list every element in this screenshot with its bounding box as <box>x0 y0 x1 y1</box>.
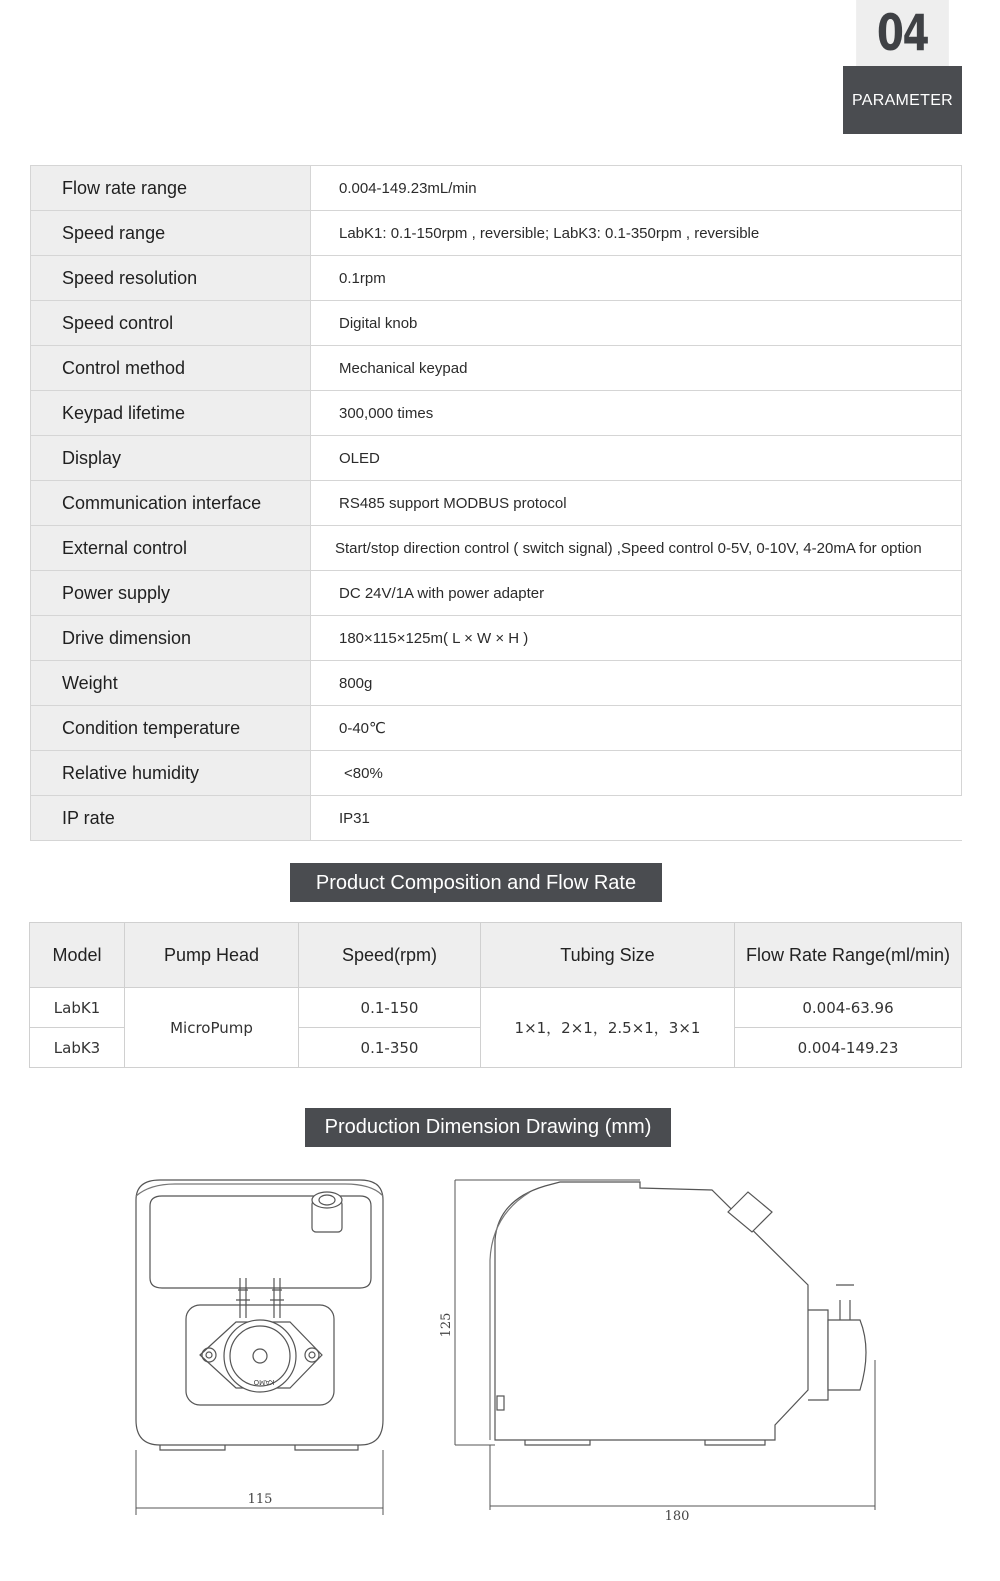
table-row <box>31 706 962 751</box>
model-cell: LabK3 <box>30 1028 125 1068</box>
param-name: Power supply <box>31 571 311 616</box>
composition-title: Product Composition and Flow Rate <box>290 863 662 902</box>
section-badge <box>843 0 962 134</box>
model-cell: LabK1 <box>30 988 125 1028</box>
param-name: Condition temperature <box>31 706 311 751</box>
speed-cell: 0.1-150 <box>299 988 481 1028</box>
param-value: Mechanical keypad <box>311 346 962 391</box>
flow-rate-table <box>29 922 962 1068</box>
param-name: Weight <box>31 661 311 706</box>
pump-head-cell: MicroPump <box>125 988 299 1068</box>
table-row <box>30 988 962 1028</box>
param-value: 0.004-149.23mL/min <box>311 166 962 211</box>
table-header-row <box>30 923 962 988</box>
flow-cell: 0.004-149.23 <box>735 1028 962 1068</box>
table-row <box>31 211 962 256</box>
param-name: Speed control <box>31 301 311 346</box>
speed-cell: 0.1-350 <box>299 1028 481 1068</box>
param-name: IP rate <box>31 796 311 841</box>
param-name: Keypad lifetime <box>31 391 311 436</box>
column-header: Model <box>30 923 125 988</box>
section-number: 04 <box>856 0 949 66</box>
param-value: 0.1rpm <box>311 256 962 301</box>
param-value: 300,000 times <box>311 391 962 436</box>
length-dimension-label: 180 <box>664 1509 690 1524</box>
param-value: RS485 support MODBUS protocol <box>311 481 962 526</box>
param-value: Start/stop direction control ( switch signal) ,Speed control 0-5V, 0-10V, 4-20mA for option <box>311 526 962 571</box>
param-name: Relative humidity <box>31 751 311 796</box>
table-row <box>31 526 962 571</box>
column-header: Flow Rate Range(ml/min) <box>735 923 962 988</box>
table-row <box>31 796 962 841</box>
column-header: Speed(rpm) <box>299 923 481 988</box>
param-value: LabK1: 0.1-150rpm , reversible; LabK3: 0.1-350rpm , reversible <box>311 211 962 256</box>
parameter-table <box>30 165 962 841</box>
table-row <box>31 661 962 706</box>
param-name: Drive dimension <box>31 616 311 661</box>
column-header: Tubing Size <box>481 923 735 988</box>
height-dimension-label: 125 <box>439 1312 454 1338</box>
column-header: Pump Head <box>125 923 299 988</box>
table-row <box>31 616 962 661</box>
front-view <box>136 1180 383 1450</box>
param-value: IP31 <box>311 796 962 841</box>
param-name: External control <box>31 526 311 571</box>
width-dimension-label: 115 <box>247 1492 273 1507</box>
tubing-size-cell: 1×1，2×1，2.5×1，3×1 <box>481 988 735 1068</box>
table-row <box>31 256 962 301</box>
table-row <box>31 391 962 436</box>
drawing-title: Production Dimension Drawing (mm) <box>305 1108 671 1147</box>
table-row <box>31 571 962 616</box>
param-name: Display <box>31 436 311 481</box>
table-row <box>31 751 962 796</box>
table-row <box>31 301 962 346</box>
param-name: Flow rate range <box>31 166 311 211</box>
brand-logo-text: KAMO <box>253 1378 275 1386</box>
dimension-drawing <box>0 1160 1000 1540</box>
param-value: Digital knob <box>311 301 962 346</box>
table-row <box>31 436 962 481</box>
table-row <box>31 346 962 391</box>
table-row <box>31 481 962 526</box>
param-name: Speed resolution <box>31 256 311 301</box>
param-value: 0-40℃ <box>311 706 962 751</box>
flow-cell: 0.004-63.96 <box>735 988 962 1028</box>
param-name: Speed range <box>31 211 311 256</box>
param-value: DC 24V/1A with power adapter <box>311 571 962 616</box>
param-value: 800g <box>311 661 962 706</box>
param-name: Control method <box>31 346 311 391</box>
table-row <box>31 166 962 211</box>
param-value: 180×115×125m( L × W × H ) <box>311 616 962 661</box>
param-value: <80% <box>311 751 962 796</box>
section-label: PARAMETER <box>843 66 962 134</box>
side-view <box>490 1182 866 1445</box>
param-name: Communication interface <box>31 481 311 526</box>
param-value: OLED <box>311 436 962 481</box>
